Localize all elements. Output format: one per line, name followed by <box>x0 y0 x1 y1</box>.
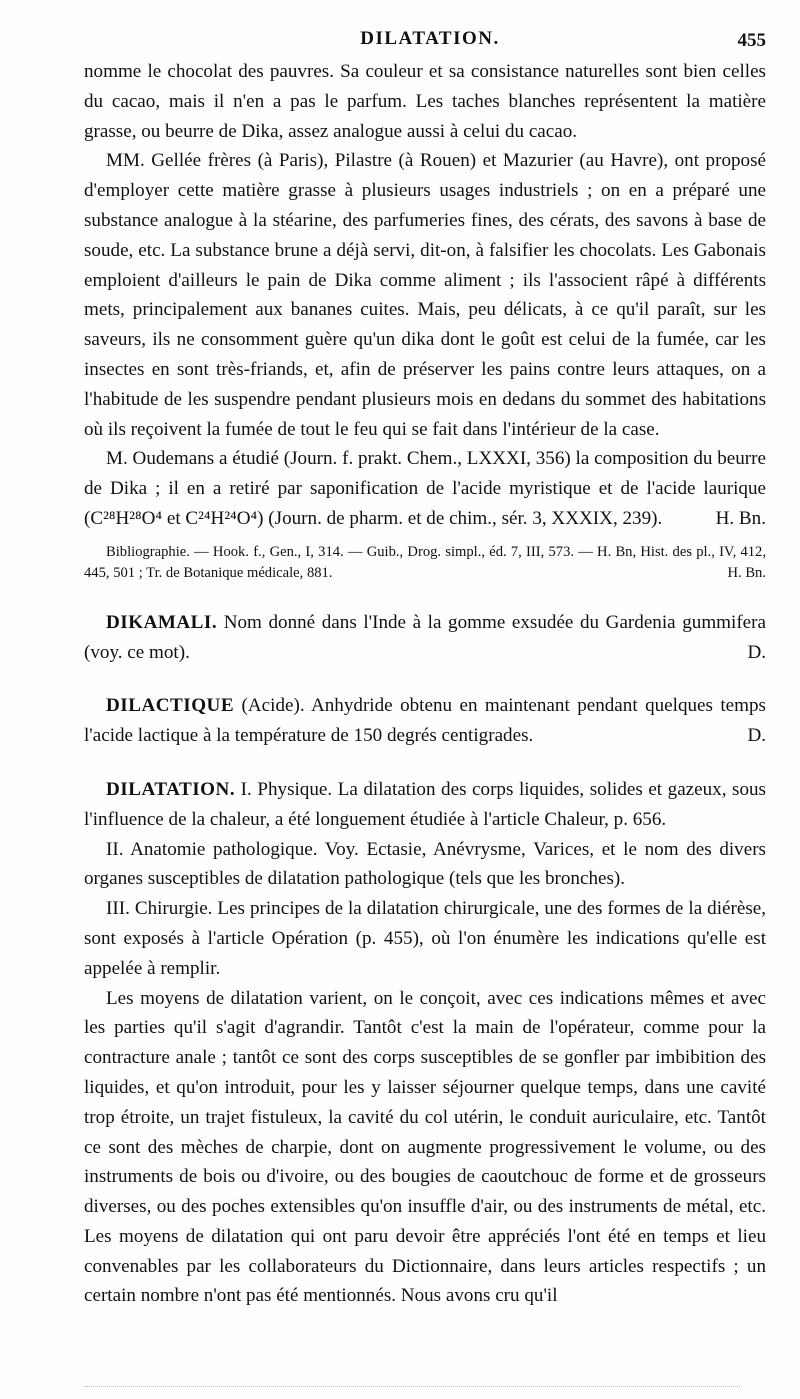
entry-dilatation <box>84 775 766 835</box>
entry-dilactique <box>84 691 766 751</box>
body-text <box>84 57 766 1311</box>
paragraph-industrial-uses: MM. Gellée frères (à Paris), Pilastre (à Rouen) et Mazurier (au Havre), ont proposé d'employer cette matière grasse à plusieurs usages industriels ; on en a préparé une substance analogue à la stéarine, des parfumeries fines, des cérats, des savons à base de soude, etc. La substance brune a déjà servi, dit-on, à falsifier les chocolats. Les Gabonais emploient d'ailleurs le pain de Dika comme aliment ; ils l'associent râpé à différents mets, principalement aux bananes cuites. Mais, peu délicats, à ce qu'il paraît, sur les saveurs, ils ne consomment guère qu'un dika dont le goût est celui de la fumée, car les insectes en sont très-friands, et, afin de préserver les pains contre leurs attaques, on a l'habitude de les suspendre pendant plusieurs mois en dedans du sommet des habitations où ils reçoivent la fumée de tout le feu qui se fait dans l'intérieur de la case. <box>84 150 766 440</box>
bibliography <box>84 542 766 584</box>
dilatation-anatomie: II. Anatomie pathologique. Voy. Ectasie, Anévrysme, Varices, et le nom des divers organes susceptibles de dilatation pathologique (tels que les bronches). <box>84 838 766 890</box>
headword-dilatation: DILATATION. <box>106 778 236 800</box>
entry-dikamali-signature: D. <box>747 641 766 663</box>
headword-dikamali: DIKAMALI. <box>106 611 218 633</box>
page-header <box>0 20 800 52</box>
dilatation-physique: I. Physique. La dilatation des corps liquides, solides et gazeux, sous l'influence de la chaleur, a été longuement étudiée à l'article Chaleur, p. 656. <box>84 778 766 830</box>
entry-dilactique-signature: D. <box>747 725 766 747</box>
page-number: 455 <box>737 30 766 51</box>
bibliography-signature: H. Bn. <box>727 564 766 581</box>
bibliography-text: Bibliographie. — Hook. f., Gen., I, 314. — Guib., Drog. simpl., éd. 7, III, 573. — H. Bn, Hist. des pl., IV, 412, 445, 501 ; Tr. de Botanique médicale, 881. <box>84 543 766 581</box>
dilatation-chirurgie: III. Chirurgie. Les principes de la dilatation chirurgicale, une des formes de la diérèse, sont exposés à l'article Opération (p. 455), où l'on énumère les indications qu'elle est appelée à remplir. <box>84 898 766 979</box>
entry-dikamali <box>84 608 766 668</box>
running-head: DILATATION. <box>360 28 500 49</box>
paragraph-oudemans-text: M. Oudemans a étudié (Journ. f. prakt. Chem., LXXXI, 356) la composition du beurre de Dika ; il en a retiré par saponification de l'acide myristique et de l'acide laurique (C²⁸H²⁸O⁴ et C²⁴H²⁴O⁴) (Journ. de pharm. et de chim., sér. 3, XXXIX, 239). <box>84 448 766 529</box>
paragraph-oudemans <box>84 444 766 533</box>
dilatation-moyens: Les moyens de dilatation varient, on le conçoit, avec ces indications mêmes et avec les parties qu'il s'agit d'agrandir. Tantôt c'est la main de l'opérateur, comme pour la contracture anale ; tantôt ce sont des corps susceptibles de se gonfler par imbibition des liquides, et qu'on introduit, pour les y laisser séjourner quelque temps, dans une cavité trop étroite, un trajet fistuleux, la cavité du col utérin, le conduit auriculaire, etc. Tantôt ce sont des mèches de charpie, dont on augmente progressivement le volume, ou des instruments de bois ou d'ivoire, ou des bougies de caoutchouc de forme et de grosseurs diverses, ou des poches extensibles qu'on insuffle d'air, ou des instruments de métal, etc. Les moyens de dilatation qui ont paru devoir être appréciés l'ont été en temps et lieu convenables par les collaborateurs du Dictionnaire, dans leurs articles respectifs ; un certain nombre n'ont pas été mentionnés. Nous avons cru qu'il <box>84 987 766 1307</box>
entry-dilactique-text: (Acide). Anhydride obtenu en maintenant pendant quelques temps l'acide lactique à la température de 150 degrés centigrades. <box>84 695 766 747</box>
paragraph-chocolat: nomme le chocolat des pauvres. Sa couleur et sa consistance naturelles sont bien celles du cacao, mais il n'en a pas le parfum. Les taches blanches représentent la matière grasse, ou beurre de Dika, assez analogue aussi à celui du cacao. <box>84 61 766 142</box>
entry-dikamali-text: Nom donné dans l'Inde à la gomme exsudée du Gardenia gummifera (voy. ce mot). <box>84 611 766 663</box>
footer-rule <box>84 1386 740 1387</box>
headword-dilactique: DILACTIQUE <box>106 695 235 717</box>
author-signature: H. Bn. <box>715 507 766 529</box>
